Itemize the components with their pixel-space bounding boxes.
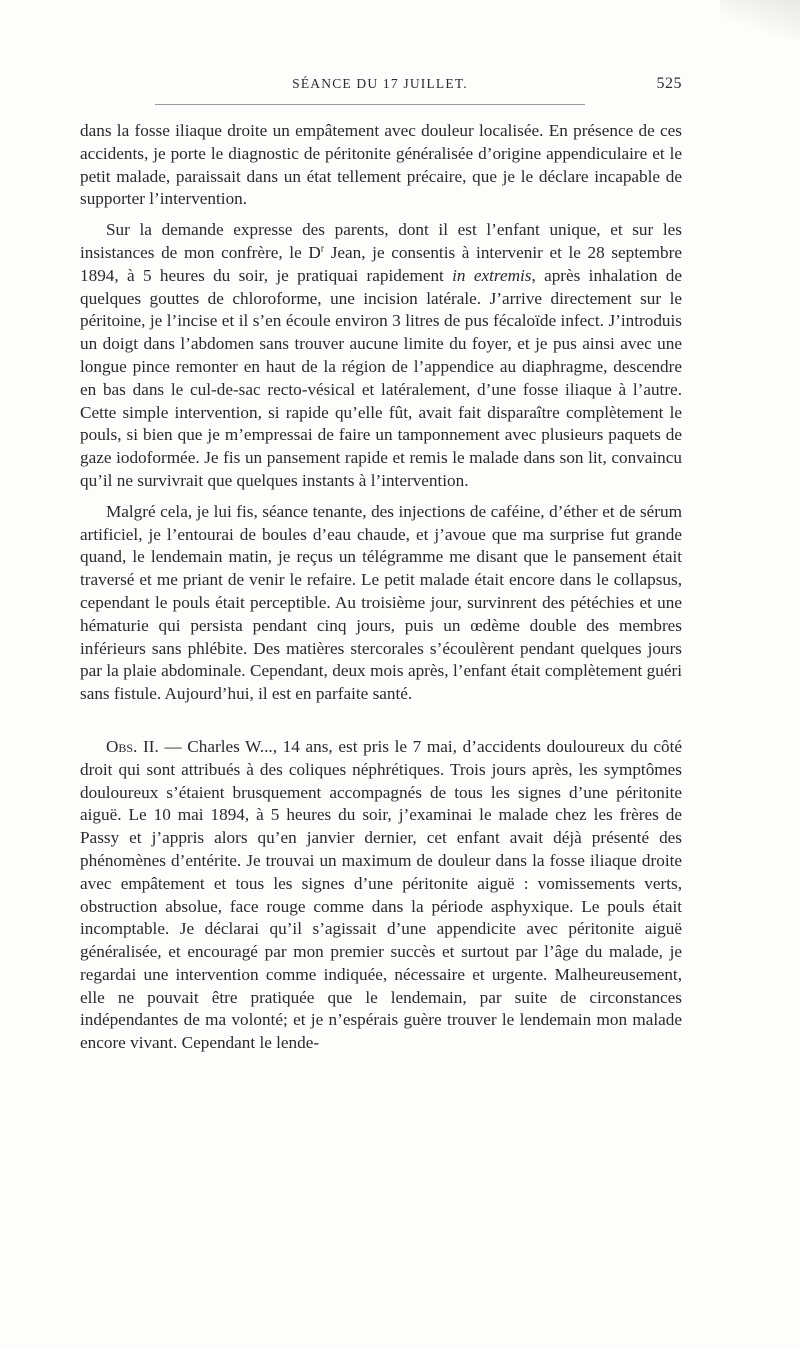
doctor-abbrev-superscript: r xyxy=(320,243,325,255)
running-header xyxy=(78,76,682,98)
observation-label: Obs. II. xyxy=(106,736,159,756)
body-text xyxy=(80,120,682,1055)
observation-text: — Charles W..., 14 ans, est pris le 7 mai, d’accidents douloureux du côté droit qui sont attribués à des coliques néphrétiques. Trois jours après, les symptômes douloureux s’étaient brusquement accompagnés de tous les signes d’une péritonite aiguë. Le 10 mai 1894, à 5 heures du soir, j’examinai le malade chez les frères de Passy et j’appris alors qu’en janvier dernier, cet enfant avait déjà présenté des phénomènes d’entérite. Je trouvai un maximum de douleur dans la fosse iliaque droite avec empâtement et tous les signes d’une péritonite aiguë : vomissements verts, obstruction absolue, face rouge comme dans la période asphyxique. Le pouls était incomptable. Je déclarai qu’il s’agissait d’une appendicite avec péritonite aiguë généralisée, et encouragé par mon premier succès et surtout par l’âge du malade, je regardai une intervention comme indiquée, nécessaire et urgente. Malheureusement, elle ne pouvait être pratiquée que le lendemain, par suite de circonstances indépendantes de ma volonté; et je n’espérais guère trouver le lendemain mon malade encore vivant. Cependant le lende- xyxy=(80,736,682,1053)
paragraph-observation-2 xyxy=(80,736,682,1055)
header-rule xyxy=(155,104,585,105)
paragraph-2-part-b: Jean, je consentis à intervenir et le 28 septembre 1894, à 5 heures du soir, je pratiquai rapidement xyxy=(80,242,682,285)
paragraph-3: Malgré cela, je lui fis, séance tenante, des injections de caféine, d’éther et de sérum artificiel, je l’entourai de boules d’eau chaude, et j’avoue que ma surprise fut grande quand, le lendemain matin, je reçus un télégramme me disant que le pansement était traversé et me priant de venir le refaire. Le petit malade était encore dans le collapsus, cependant le pouls était perceptible. Au troisième jour, survinrent des pétéchies et une hématurie qui persista pendant cinq jours, puis un œdème double des membres inférieurs sans phlébite. Des matières stercorales s’écoulèrent pendant quelques jours par la plaie abdominale. Cependant, deux mois après, l’enfant était complètement guéri sans fistule. Aujourd’hui, il est en parfaite santé. xyxy=(80,501,682,704)
page-number: 525 xyxy=(656,75,682,92)
running-title: SÉANCE DU 17 JUILLET. xyxy=(292,76,468,91)
paragraph-2 xyxy=(80,219,682,493)
paragraph-1: dans la fosse iliaque droite un empâtement avec douleur localisée. En présence de ces accidents, je porte le diagnostic de péritonite généralisée d’origine appendiculaire et le petit malade, paraissait dans un état tellement précaire, que je le déclare incapable de supporter l’intervention. xyxy=(80,121,682,209)
in-extremis-italic: in extremis xyxy=(452,265,532,285)
paragraph-2-part-c: , après inhalation de quelques gouttes de chloroforme, une incision latérale. J’arrive directement sur le péritoine, je l’incise et il s’en écoule environ 3 litres de pus fécaloïde infect. J’introduis un doigt dans l’abdomen sans trouver aucune limite du foyer, et je pus ainsi avec une longue pince remonter en haut de la région de l’appendice au diaphragme, descendre en bas dans le cul-de-sac recto-vésical et latéralement, d’une fosse iliaque à l’autre. Cette simple intervention, si rapide qu’elle fût, avait fait disparaître complètement le pouls, si bien que je m’empressai de faire un tamponnement avec plusieurs paquets de gaze iodoformée. Je fis un pansement rapide et remis le malade dans son lit, convaincu qu’il ne survivrait que quelques instants à l’intervention. xyxy=(80,265,682,490)
paragraph-2-part-a: Sur la demande expresse des parents, dont il est l’enfant unique, et sur les insistances de mon confrère, le D xyxy=(80,220,682,262)
page-corner-shading xyxy=(720,0,800,40)
